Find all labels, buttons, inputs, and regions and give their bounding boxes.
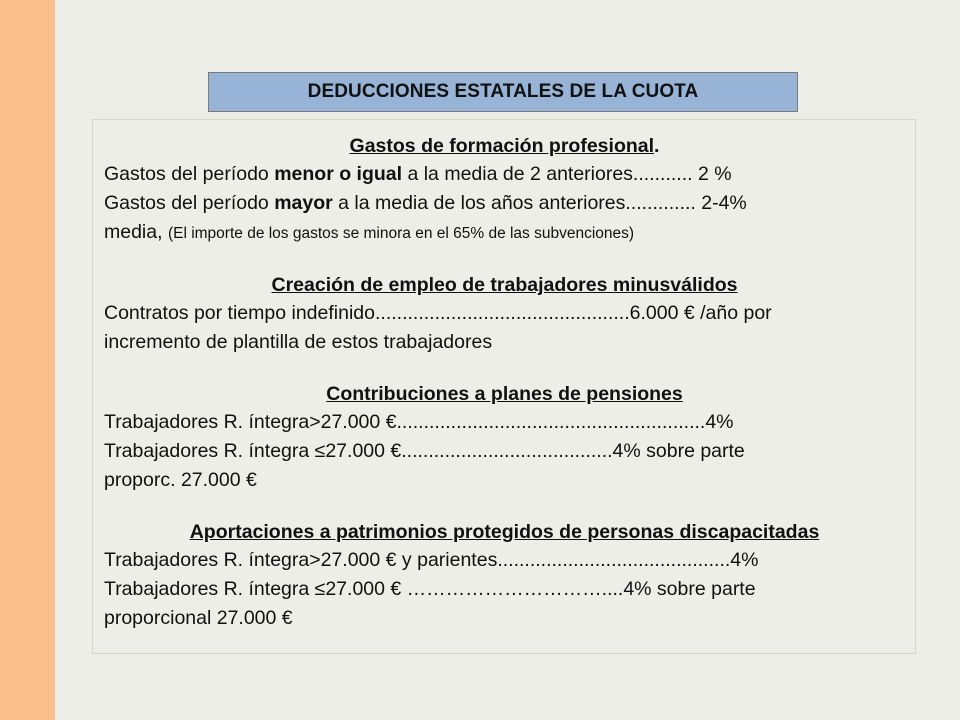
text-line: [104, 218, 905, 248]
text-line: Trabajadores R. íntegra ≤27.000 € …………………………....4% sobre parte: [104, 578, 756, 600]
section-heading: Aportaciones a patrimonios protegidos de personas discapacitadas: [189, 521, 820, 543]
section-formacion: [104, 132, 905, 248]
text-fragment: a la media de los años anteriores............. 2-4%: [332, 192, 747, 214]
text-fragment: a la media de 2 anteriores........... 2 %: [402, 163, 732, 185]
section-planes-pensiones: [104, 380, 905, 495]
text-line: incremento de plantilla de estos trabajadores: [104, 331, 493, 353]
text-fragment: Gastos del período: [104, 192, 275, 214]
text-line: Trabajadores R. íntegra ≤27.000 €.......................................4% sobre parte: [104, 440, 745, 462]
bold-fragment: menor o igual: [274, 163, 403, 185]
text-line: [104, 189, 905, 218]
section-heading-text: Gastos de formación profesional: [349, 135, 655, 157]
section-heading: Creación de empleo de trabajadores minusválidos: [271, 274, 738, 296]
slide-title-text: DEDUCCIONES ESTATALES DE LA CUOTA: [307, 81, 699, 102]
heading-suffix: .: [654, 135, 660, 157]
text-line: Contratos por tiempo indefinido...............................................6.000 € /año por: [104, 302, 772, 324]
text-line: proporcional 27.000 €: [104, 607, 293, 629]
text-fragment: media,: [104, 221, 168, 243]
note-fragment: (El importe de los gastos se minora en el 65% de las subvenciones): [167, 225, 635, 242]
text-line: proporc. 27.000 €: [104, 469, 257, 491]
section-empleo-minusvalidos: [104, 271, 905, 357]
section-heading: Contribuciones a planes de pensiones: [326, 383, 683, 405]
slide-title: [208, 72, 798, 112]
section-heading: [104, 132, 905, 160]
text-line: [104, 160, 905, 189]
text-line: Trabajadores R. íntegra>27.000 € y parientes...........................................4%: [104, 549, 759, 571]
text-fragment: Gastos del período: [104, 163, 275, 185]
section-patrimonios-protegidos: [104, 518, 905, 633]
left-accent-bar: [0, 0, 55, 720]
text-line: Trabajadores R. íntegra>27.000 €.........................................................4%: [104, 411, 734, 433]
content-box: [92, 119, 916, 654]
bold-fragment: mayor: [274, 192, 333, 214]
